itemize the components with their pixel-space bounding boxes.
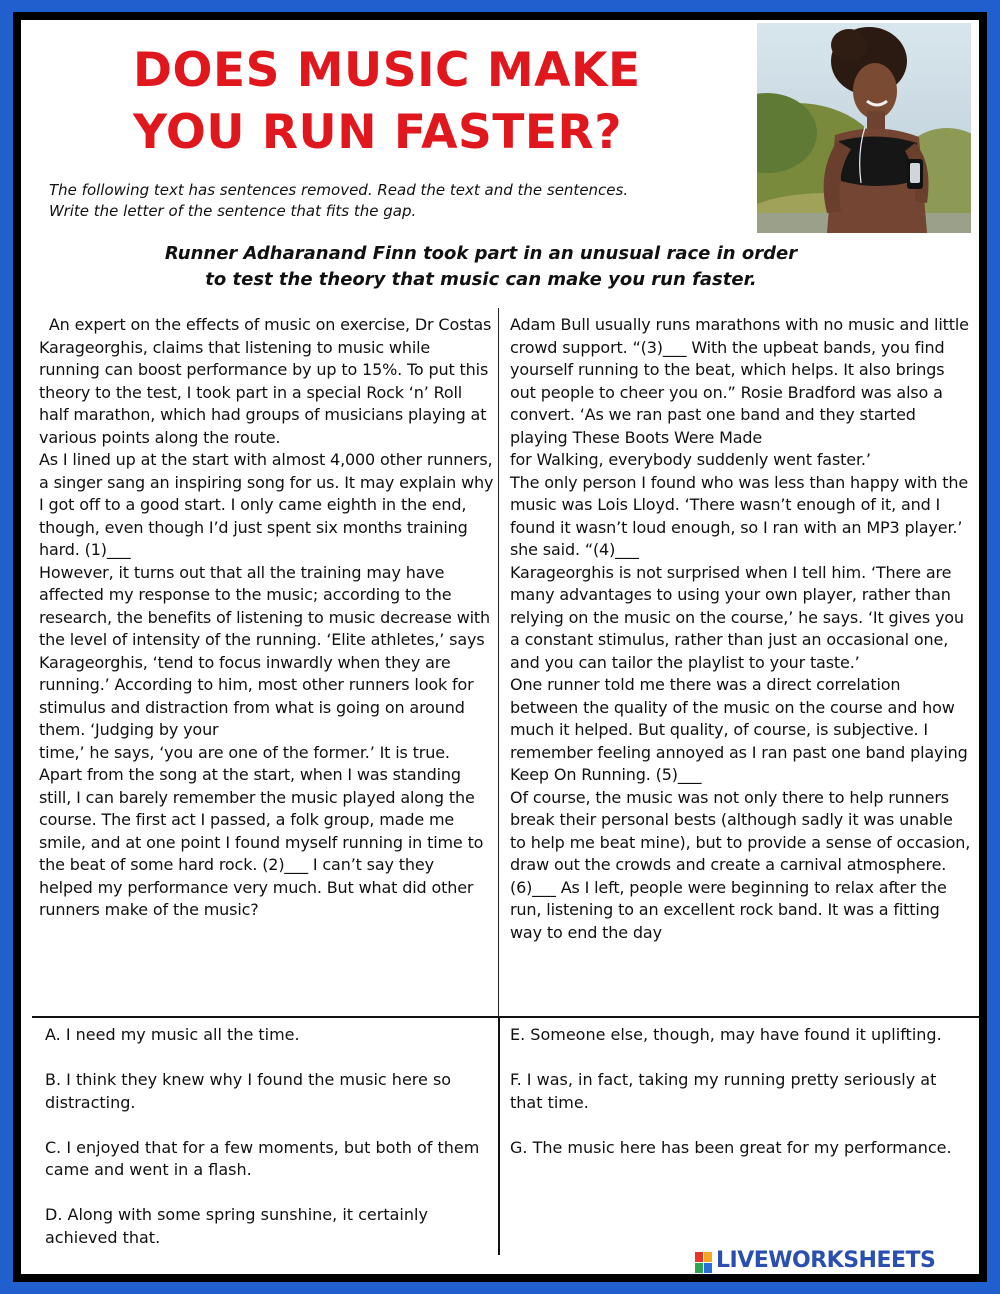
option-g: G. The music here has been great for my performance.	[510, 1137, 952, 1157]
logo-text: LIVEWORKSHEETS	[716, 1248, 936, 1273]
option-c: C. I enjoyed that for a few moments, but both of them came and went in a flash.	[45, 1137, 480, 1179]
subtitle-line-2: to test the theory that music can make you run faster.	[205, 269, 757, 290]
article-paragraph: helped my performance very much. But what did other runners make of the music?	[39, 877, 474, 919]
article-left-column	[39, 314, 494, 922]
article-paragraph: Karageorghis is not surprised when I tell him. ‘There are many advantages to using your own player, rather than relying on the music on the course,’ he says. ‘It gives you a constant stimulus, rather than just an occasional one, and you can tailor the playlist to your taste.’	[510, 562, 964, 672]
instructions-line-1: The following text has sentences removed. Read the text and the sentences.	[49, 181, 629, 199]
subtitle	[121, 241, 841, 293]
option-e: E. Someone else, though, may have found it uplifting.	[510, 1025, 942, 1044]
article-paragraph: The only person I found who was less than happy with the music was Lois Lloyd. ‘There wasn’t enough of it, and I found it wasn’t loud enough, so I ran with an MP3 player.’ she said. “(4)___	[510, 472, 969, 559]
worksheet	[21, 20, 979, 1274]
options-divider	[32, 1016, 979, 1018]
option-b: B. I think they knew why I found the music here so distracting.	[45, 1070, 452, 1112]
logo-blocks-icon	[695, 1252, 713, 1274]
runner-photo	[757, 23, 971, 233]
article-paragraph: An expert on the effects of music on exercise, Dr Costas Karageorghis, claims that listening to music while running can boost performance by up to 15%. To put this theory to the test, I took part in a special Rock ‘n’ Roll half marathon, which had groups of musicians playing at various points along the route.	[39, 315, 492, 447]
instructions-line-2: Write the letter of the sentence that fits the gap.	[49, 202, 417, 220]
options-column-divider	[498, 1018, 500, 1255]
liveworksheets-logo[interactable]	[689, 1240, 979, 1274]
option-d: D. Along with some spring sunshine, it certainly achieved that.	[45, 1205, 428, 1247]
article-paragraph: One runner told me there was a direct correlation between the quality of the music on the course and how much it helped. But quality, of course, is subjective. I remember feeling annoyed as I ran past one band playing Keep On Running. (5)___	[510, 675, 968, 784]
article-paragraph: Adam Bull usually runs marathons with no music and little crowd support. “(3)___ With the upbeat bands, you find yourself running to the beat, which helps. It also brings out people to cheer you on.” Rosie Bradford was also a convert. ‘As we ran past one band and they started playing These Boots Were Made	[510, 315, 969, 447]
article-paragraph: for Walking, everybody suddenly went faster.’	[510, 450, 871, 469]
options-left	[45, 1024, 485, 1272]
article-paragraph: time,’ he says, ‘you are one of the former.’ It is true. Apart from the song at the start, when I was standing still, I can barely remember the music played along the course. The first act I passed, a folk group, made me smile, and at one point I found myself running in time to the beat of some hard rock. (2)___ I can’t say they	[39, 742, 484, 874]
options-right	[510, 1024, 970, 1182]
article-paragraph: As I lined up at the start with almost 4,000 other runners, a singer sang an inspiring song for us. It may explain why I got off to a good start. I only came eighth in the end, though, even though I’d just spent six months training hard. (1)___	[39, 450, 494, 559]
page-title: DOES MUSIC MAKE YOU RUN FASTER?	[133, 43, 641, 160]
article-right-column	[510, 314, 972, 944]
instructions	[49, 180, 749, 222]
option-f: F. I was, in fact, taking my running pretty seriously at that time.	[510, 1070, 937, 1112]
column-divider	[498, 308, 499, 1016]
option-a: A. I need my music all the time.	[45, 1025, 300, 1044]
article-paragraph: Of course, the music was not only there to help runners break their personal bests (although sadly it was unable to help me beat mine), but to provide a sense of occasion, draw out the crowds and create a carnival atmosphere. (6)___ As I left, people were beginning to relax after the run, listening to an excellent rock band. It was a fitting way to end the day	[510, 787, 971, 942]
subtitle-line-1: Runner Adharanand Finn took part in an unusual race in order	[164, 243, 798, 264]
article-paragraph: However, it turns out that all the training may have affected my response to the music; according to the research, the benefits of listening to music decrease with the level of intensity of the running. ‘Elite athletes,’ says Karageorghis, ‘tend to focus inwardly when they are running.’ According to him, most other runners look for stimulus and distraction from what is going on around them. ‘Judging by your	[39, 562, 491, 739]
